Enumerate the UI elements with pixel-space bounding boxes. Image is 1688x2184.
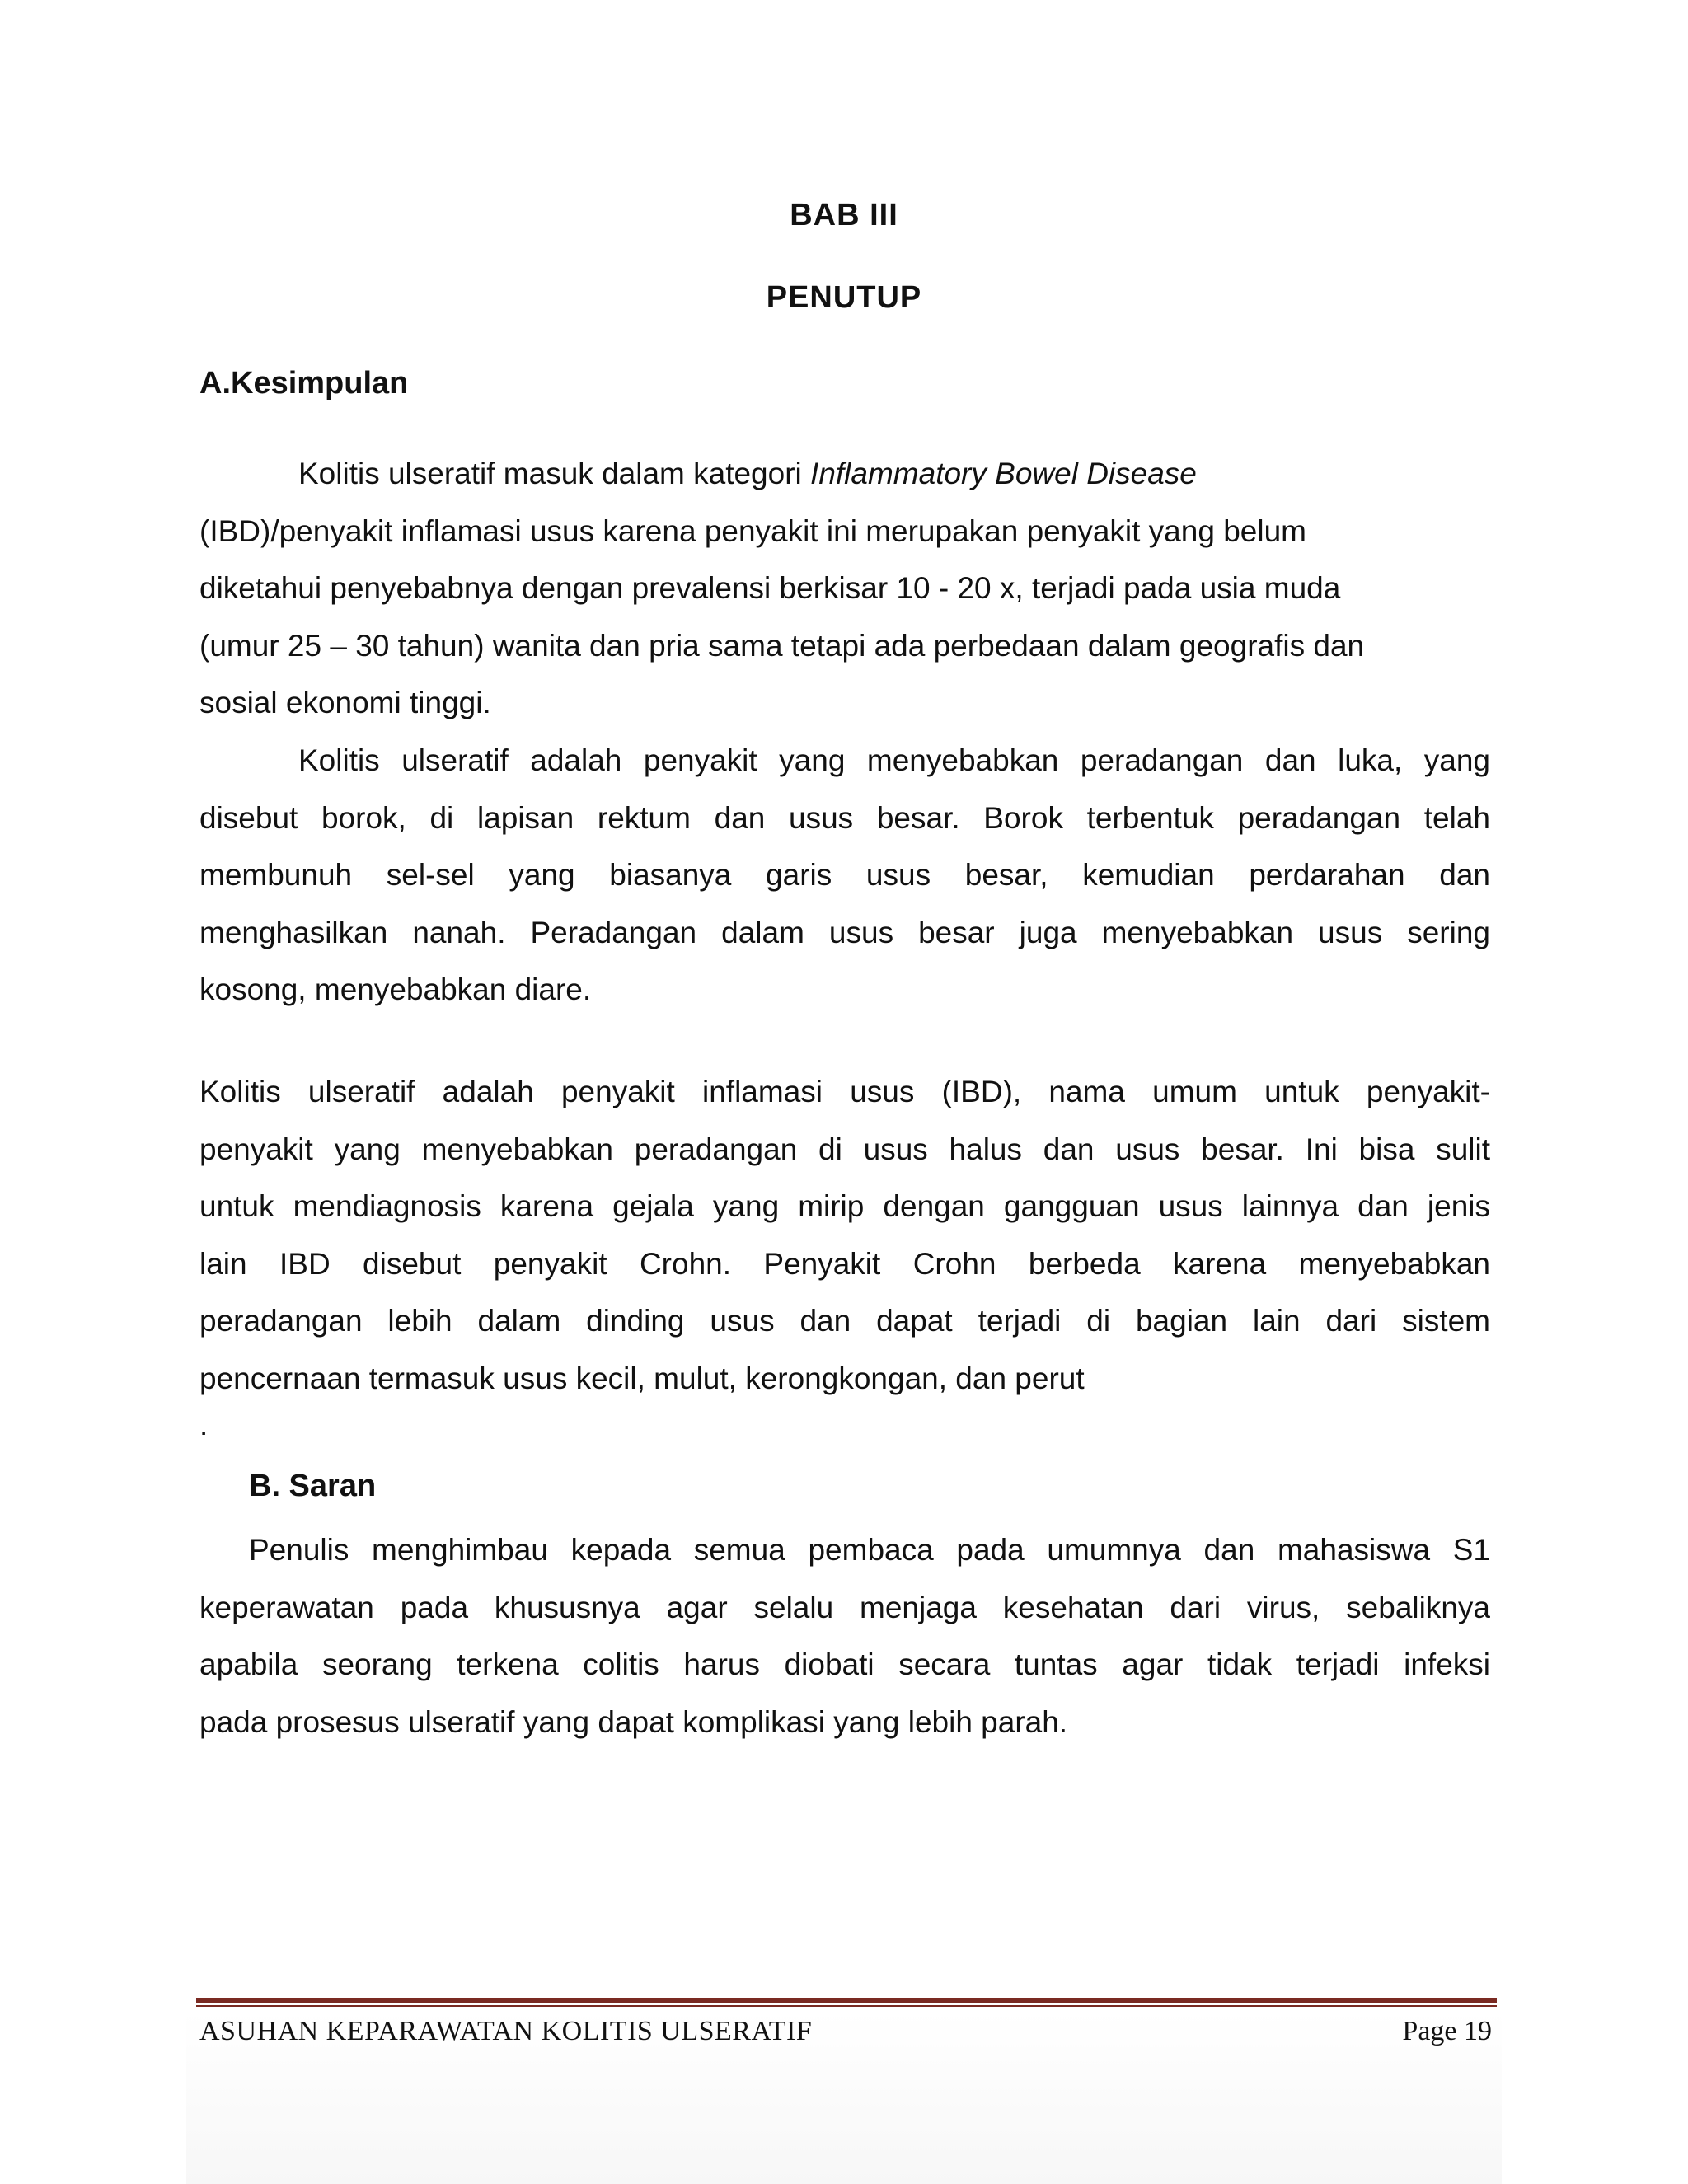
footer-page-number: Page 19 <box>1402 2016 1492 2046</box>
chapter-title: PENUTUP <box>766 280 922 315</box>
paragraph-text: Penulis menghimbau kepada semua pembaca pada umumnya dan mahasiswa S1 <box>249 1533 1490 1567</box>
paragraph-line: pencernaan termasuk usus kecil, mulut, kerongkongan, dan perut <box>199 1361 1085 1395</box>
section-heading-kesimpulan: A.Kesimpulan <box>199 366 409 401</box>
paragraph-line: keperawatan pada khususnya agar selalu menjaga kesehatan dari virus, sebaliknya <box>199 1590 1490 1624</box>
paragraph-line: disebut borok, di lapisan rektum dan usus besar. Borok terbentuk peradangan telah <box>199 800 1490 835</box>
paragraph-line: (IBD)/penyakit inflamasi usus karena penyakit ini merupakan penyakit yang belum <box>199 513 1306 548</box>
paragraph-line: sosial ekonomi tinggi. <box>199 686 491 719</box>
paragraph-text: Kolitis ulseratif adalah penyakit yang menyebabkan peradangan dan luka, yang <box>298 743 1490 777</box>
paragraph-saran <box>199 1521 1490 1750</box>
paragraph-line: peradangan lebih dalam dinding usus dan dapat terjadi di bagian lain dari sistem <box>199 1304 1490 1338</box>
stray-period: . <box>199 1408 209 1441</box>
paragraph-line: untuk mendiagnosis karena gejala yang mirip dengan gangguan usus lainnya dan jenis <box>199 1189 1490 1223</box>
paragraph-line: membunuh sel-sel yang biasanya garis usus besar, kemudian perdarahan dan <box>199 858 1490 892</box>
paragraph-line: penyakit yang menyebabkan peradangan di usus halus dan usus besar. Ini bisa sulit <box>199 1132 1490 1166</box>
paragraph-text: Kolitis ulseratif masuk dalam kategori <box>298 457 811 490</box>
chapter-number: BAB III <box>790 198 898 232</box>
paragraph-line: kosong, menyebabkan diare. <box>199 972 592 1006</box>
paragraph-kesimpulan-2 <box>199 732 1490 1019</box>
paragraph-line <box>199 445 1490 503</box>
footer-rule-thin <box>196 2005 1497 2007</box>
paragraph-line <box>199 1521 1490 1579</box>
paragraph-line: Kolitis ulseratif adalah penyakit inflamasi usus (IBD), nama umum untuk penyakit- <box>199 1075 1490 1108</box>
paragraph-kesimpulan-1 <box>199 445 1490 732</box>
section-heading-saran: B. Saran <box>249 1469 377 1503</box>
paragraph-kesimpulan-3 <box>199 1063 1490 1407</box>
italic-term: Inflammatory Bowel Disease <box>810 457 1197 490</box>
paragraph-line: lain IBD disebut penyakit Crohn. Penyakit Crohn berbeda karena menyebabkan <box>199 1246 1490 1281</box>
paragraph-line: diketahui penyebabnya dengan prevalensi berkisar 10 - 20 x, terjadi pada usia muda <box>199 571 1341 605</box>
paragraph-line <box>199 732 1490 790</box>
footer-document-title: ASUHAN KEPARAWATAN KOLITIS ULSERATIF <box>199 2016 813 2046</box>
paragraph-line: pada prosesus ulseratif yang dapat komplikasi yang lebih parah. <box>199 1704 1068 1739</box>
footer-rule <box>196 1998 1497 2003</box>
paragraph-line: apabila seorang terkena colitis harus diobati secara tuntas agar tidak terjadi infeksi <box>199 1647 1490 1681</box>
paragraph-line: menghasilkan nanah. Peradangan dalam usus besar juga menyebabkan usus sering <box>199 915 1490 949</box>
paragraph-line: (umur 25 – 30 tahun) wanita dan pria sama tetapi ada perbedaan dalam geografis dan <box>199 628 1365 663</box>
